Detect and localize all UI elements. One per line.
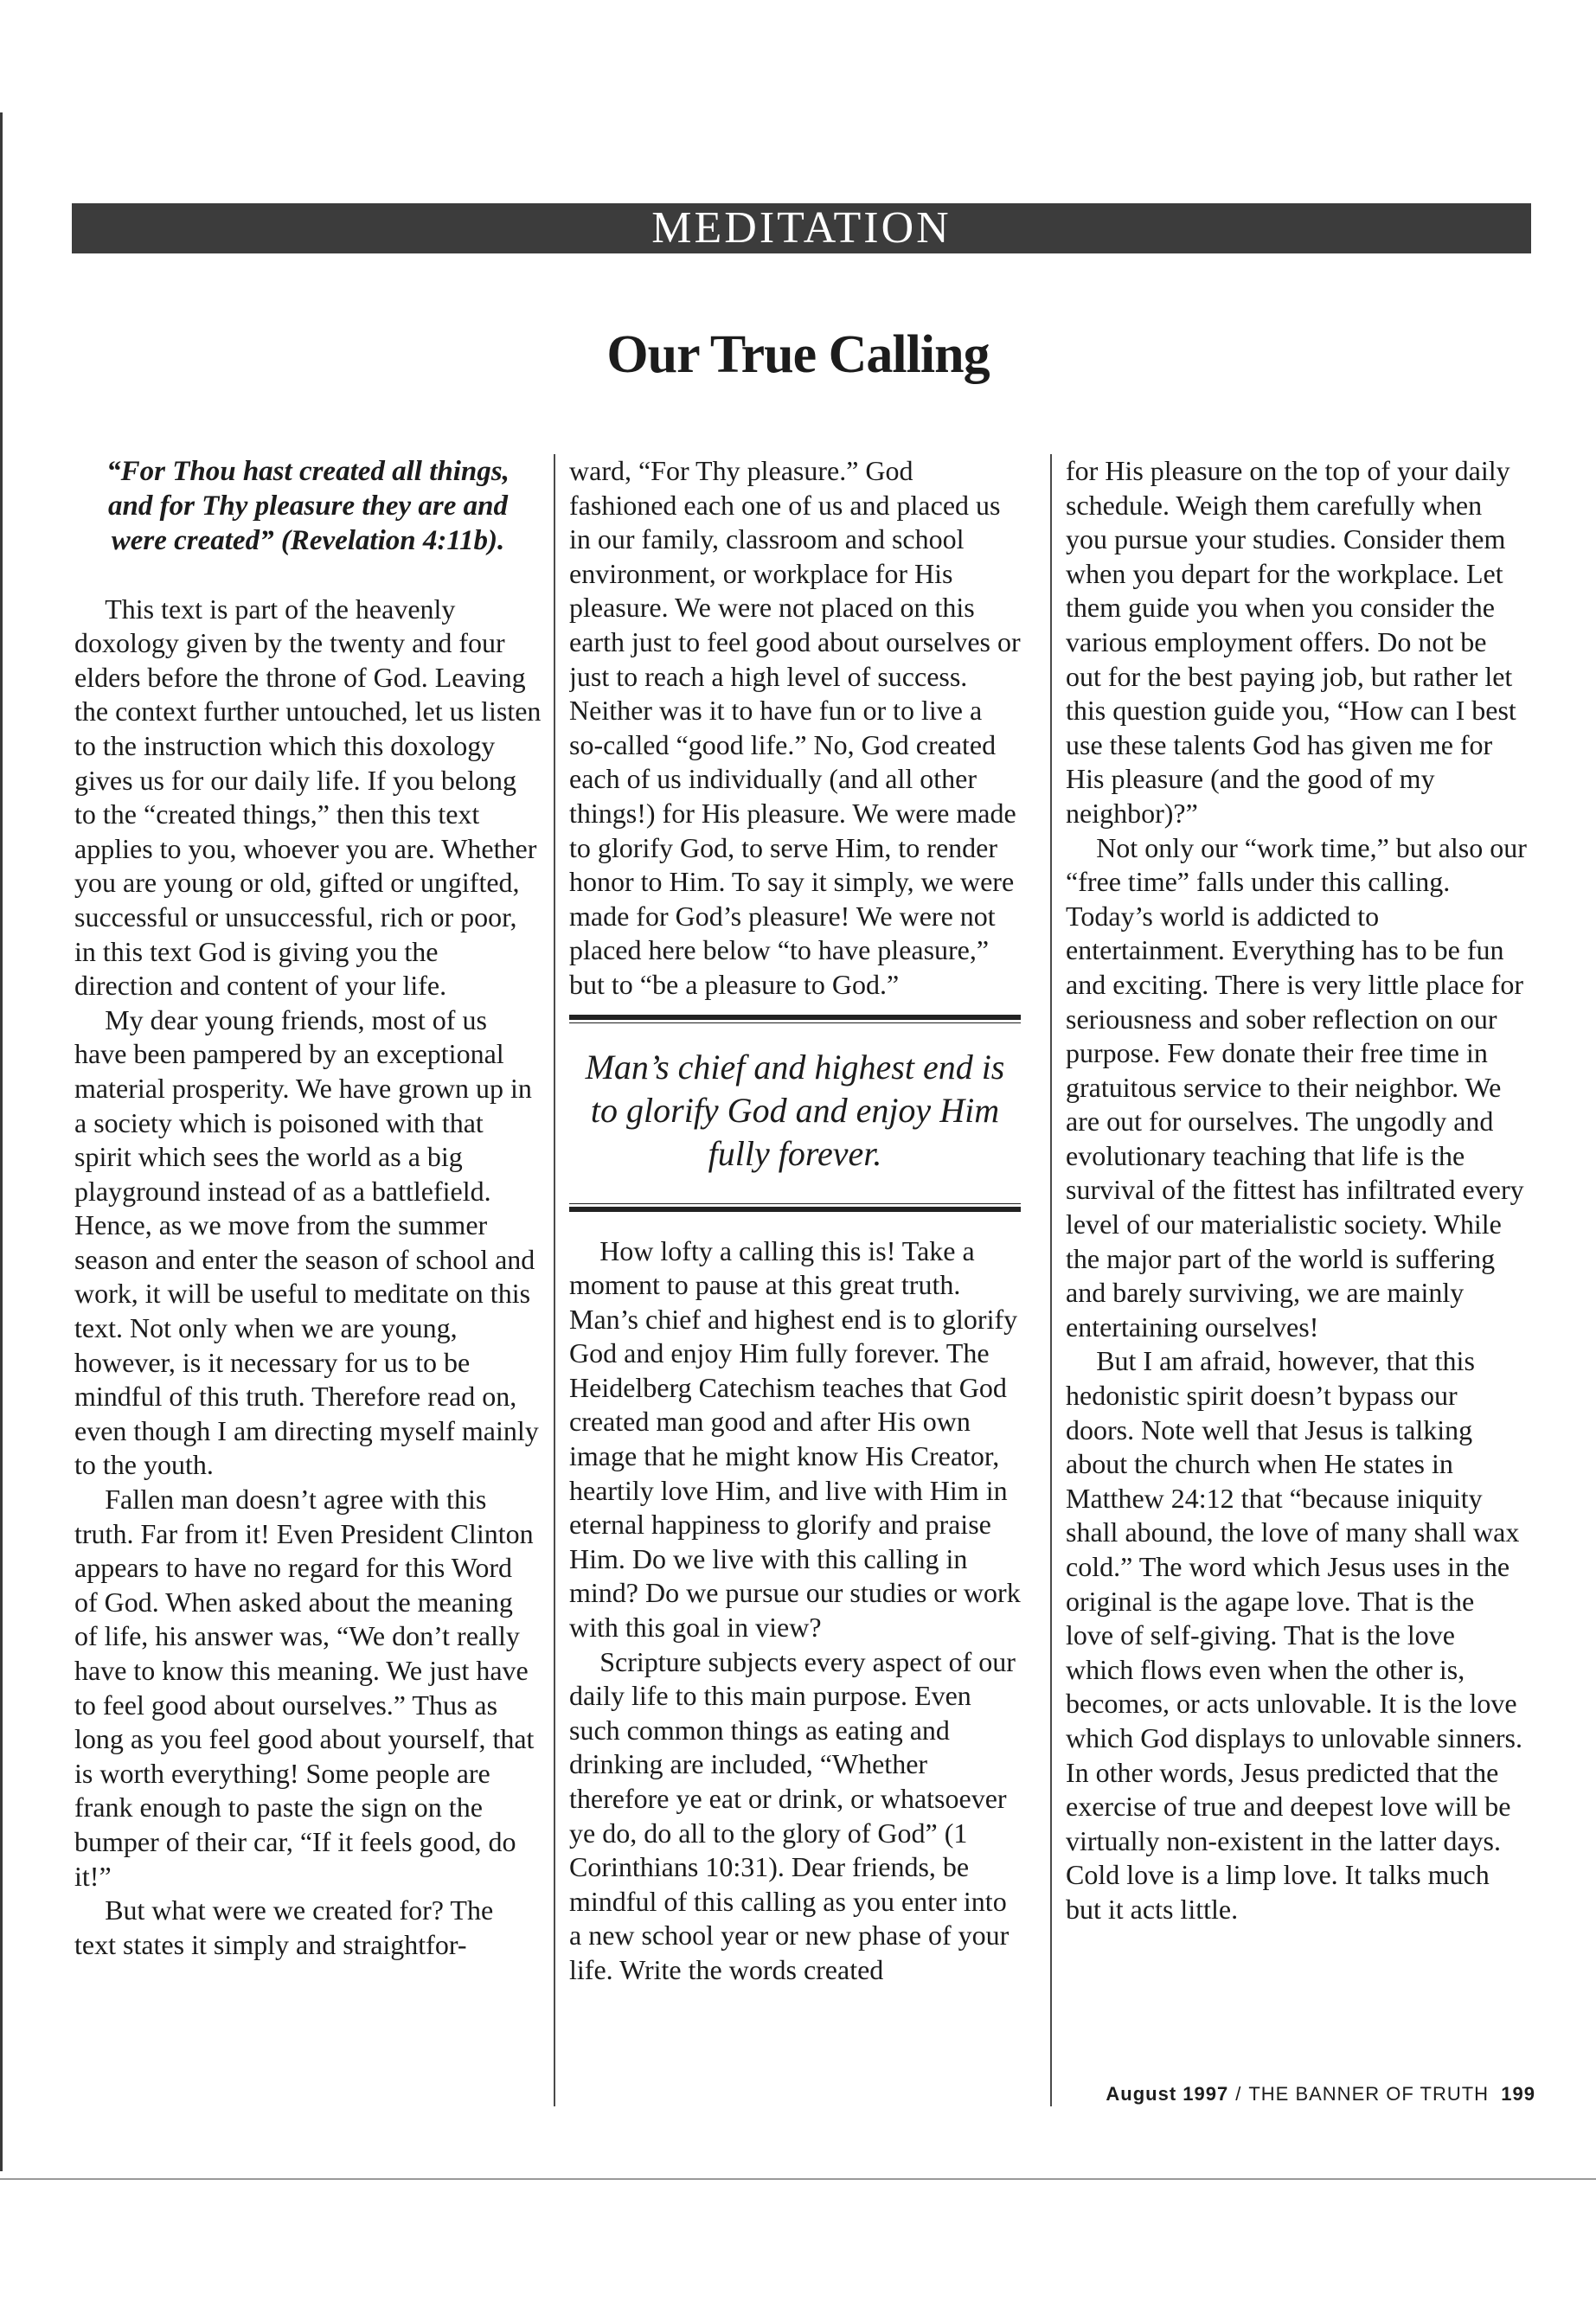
- page-footer: [1106, 2083, 1535, 2106]
- paragraph: How lofty a calling this is! Take a moment to pause at this great truth. Man’s chief and highest end is to glorify God and enjoy Him fully forever. The Heidelberg Catechism teaches that God created man good and after His own image that he might know His Creator, heartily love Him, and live with Him in eternal happiness to glorify and praise Him. Do we live with this calling in mind? Do we pursue our studies or work with this goal in view?: [569, 1234, 1021, 1644]
- paragraph: But what were we created for? The text states it simply and straightfor-: [74, 1894, 494, 1960]
- paragraph: This text is part of the heavenly doxology given by the twenty and four elders before the throne of God. Leaving the context further untouched, let us listen to the instruction which this doxology gives us for our daily life. If you belong to the “created things,” then this text applies to you, whoever you are. Whether you are young or old, gifted or ungifted, successful or unsuccessful, rich or poor, in this text God is giving you the direction and content of your life.: [74, 593, 542, 1002]
- paragraph: My dear young friends, most of us have been pampered by an exceptional material prosperity. We have grown up in a society which is poisoned with that spirit which sees the world as a big playground instead of as a battlefield. Hence, as we move from the summer season and enter the season of school and work, it will be useful to meditate on this text. Not only when we are young, however, is it necessary for us to be mindful of this truth. Therefore read on, even though I am directing myself mainly to the youth.: [74, 1003, 539, 1481]
- paragraph: for His pleasure on the top of your daily schedule. Weigh them carefully when you pursue your studies. Consider them when you depart for the workplace. Let them guide you when you consider the various employment offers. Do not be out for the best paying job, but rather let this question guide you, “How can I best use these talents God has given me for His pleasure (and the good of my neighbor)?”: [1066, 455, 1516, 829]
- column-rule-1: [554, 454, 555, 2106]
- page-edge-left: [0, 112, 3, 2171]
- section-label: MEDITATION: [651, 203, 952, 253]
- paragraph: ward, “For Thy pleasure.” God fashioned each one of us and placed us in our family, classroom and school environment, or workplace for His pleasure. We were not placed on this earth just to feel good about ourselves or just to reach a high level of success. Neither was it to have fun or to live a so-called “good life.” No, God created each of us individually (and all other things!) for His pleasure. We were made to glorify God, to serve Him, to render honor to Him. To say it simply, we were made for God’s pleasure! We were not placed here below “to have pleasure,” but to “be a pleasure to God.”: [569, 455, 1021, 1000]
- pull-quote: Man’s chief and highest end is to glorify God and enjoy Him fully forever.: [569, 1015, 1021, 1212]
- column-3: [1066, 454, 1529, 2106]
- paragraph: Fallen man doesn’t agree with this truth. Far from it! Even President Clinton appears to have no regard for this Word of God. When asked about the meaning of life, his answer was, “We don’t really have to know this meaning. We just have to feel good about ourselves.” Thus as long as you feel good about yourself, that is worth everything! Some people are frank enough to paste the sign on the bumper of their car, “If it feels good, do it!”: [74, 1484, 535, 1892]
- section-banner: [72, 203, 1531, 253]
- paragraph: Not only our “work time,” but also our “free time” falls under this calling. Today’s world is addicted to entertainment. Everything has to be fun and exciting. There is very little place for seriousness and sober reflection on our purpose. Few donate their free time in gratuitous service to their neighbor. We are out for ourselves. The ungodly and evolutionary teaching that life is the survival of the fittest has infiltrated every level of our materialistic society. While the major part of the world is suffering and barely surviving, we are mainly entertaining ourselves!: [1066, 831, 1527, 1343]
- column-rule-2: [1050, 454, 1052, 2106]
- column-2: [569, 454, 1021, 2106]
- paragraph: Scripture subjects every aspect of our daily life to this main purpose. Even such common things as eating and drinking are included, “Whether therefore ye eat or drink, or whatsoever ye do, do all to the glory of God” (1 Corinthians 10:31). Dear friends, be mindful of this calling as you enter into a new school year or new phase of your life. Write the words created: [569, 1645, 1016, 1985]
- column-1: [74, 454, 542, 2106]
- magazine-name: THE BANNER OF TRUTH: [1248, 2083, 1490, 2105]
- page-edge-bottom: [0, 2178, 1596, 2180]
- paragraph: But I am afraid, however, that this hedonistic spirit doesn’t bypass our doors. Note well that Jesus is talking about the church when He states in Matthew 24:12 that “because iniquity shall abound, the love of many shall wax cold.” The word which Jesus uses in the original is the agape love. That is the love of self-giving. That is the love which flows even when the other is, becomes, or acts unlovable. It is the love which God displays to unlovable sinners. In other words, Jesus predicted that the exercise of true and deepest love will be virtually non-existent in the latter days. Cold love is a limp love. It talks much but it acts little.: [1066, 1345, 1522, 1925]
- footer-separator: /: [1235, 2083, 1242, 2105]
- article-title: Our True Calling: [606, 325, 990, 384]
- issue-date: August 1997: [1106, 2083, 1229, 2105]
- epigraph: “For Thou hast created all things, and for Thy pleasure they are and were created” (Revelation 4:11b).: [106, 456, 510, 556]
- page-number: 199: [1501, 2083, 1535, 2105]
